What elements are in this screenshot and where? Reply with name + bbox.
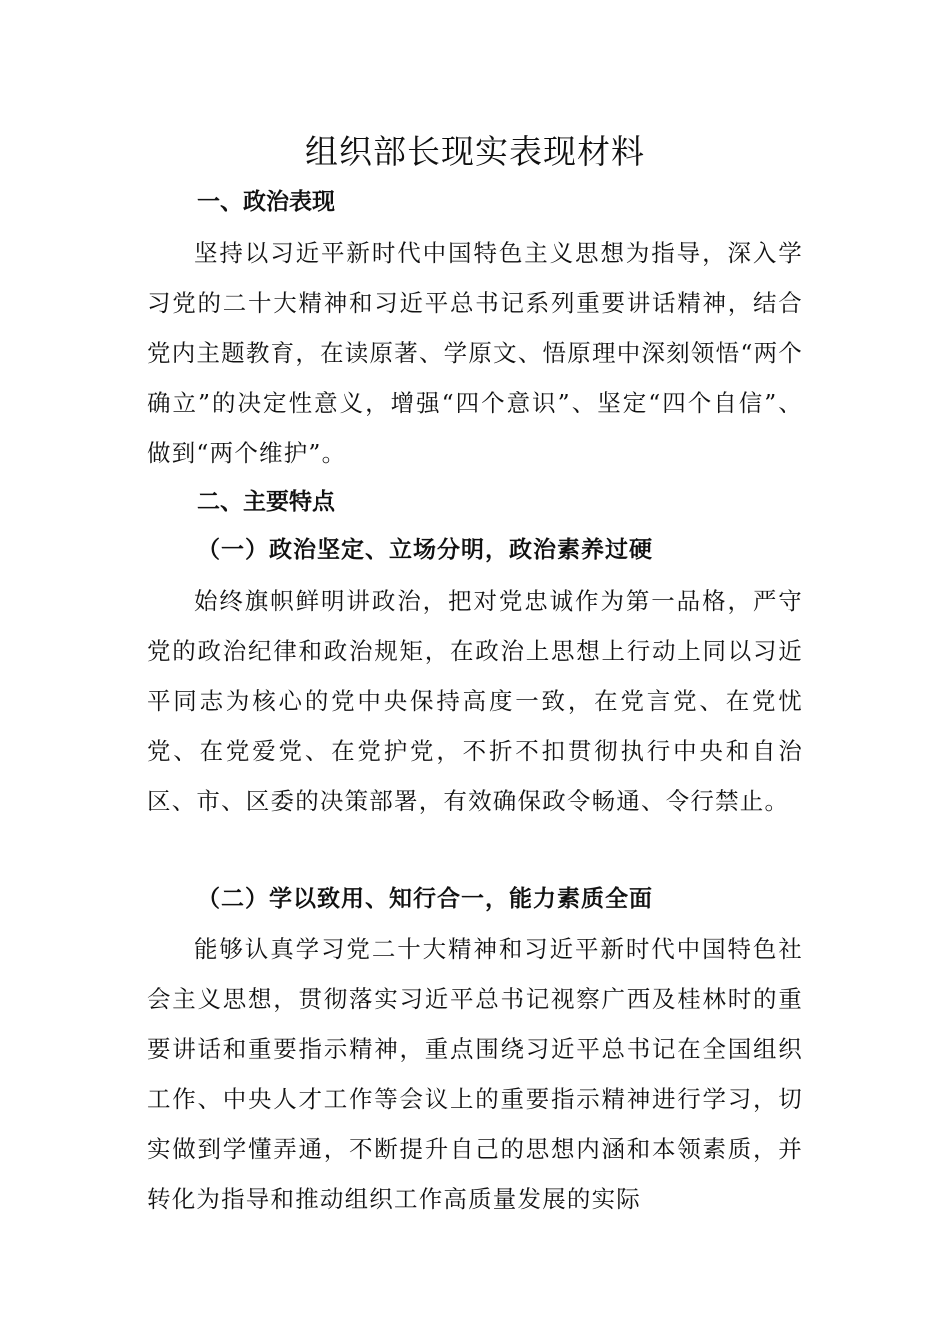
section-heading-political-performance: 一、政治表现: [197, 189, 335, 215]
paragraph-political-performance: 坚持以习近平新时代中国特色主义思想为指导，深入学习党的二十大精神和习近平总书记系列重要讲话精神，结合党内主题教育，在读原著、学原文、悟原理中深刻领悟“两个确立”的决定性意义，增强“四个意识”、坚定“四个自信”、做到“两个维护”。: [147, 239, 803, 467]
section-heading-main-features: 二、主要特点: [197, 489, 335, 515]
subheading-political-firmness: （一）政治坚定、立场分明，政治素养过硬: [197, 536, 653, 563]
paragraph-learning-application: 能够认真学习党二十大精神和习近平新时代中国特色社会主义思想，贯彻落实习近平总书记视察广西及桂林时的重要讲话和重要指示精神，重点围绕习近平总书记在全国组织工作、中央人才工作等会议上的重要指示精神进行学习，切实做到学懂弄通，不断提升自己的思想内涵和本领素质，并转化为指导和推动组织工作高质量发展的实际: [147, 935, 803, 1213]
subheading-learning-application: （二）学以致用、知行合一，能力素质全面: [197, 885, 653, 912]
document-title: 组织部长现实表现材料: [305, 132, 645, 171]
paragraph-political-firmness: 始终旗帜鲜明讲政治，把对党忠诚作为第一品格，严守党的政治纪律和政治规矩，在政治上思想上行动上同以习近平同志为核心的党中央保持高度一致，在党言党、在党忧党、在党爱党、在党护党，不折不扣贯彻执行中央和自治区、市、区委的决策部署，有效确保政令畅通、令行禁止。: [147, 587, 803, 815]
